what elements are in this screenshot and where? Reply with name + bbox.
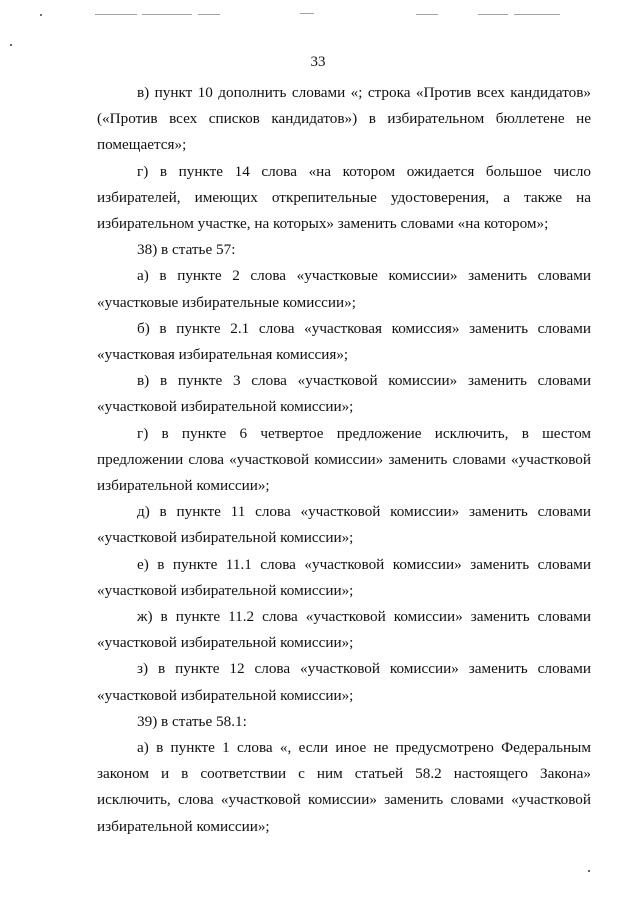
- text-line: з) в пункте 12 слова «участковой комиссии» заменить словами: [137, 660, 591, 678]
- text-line: «участковая избирательная комиссия»;: [97, 346, 349, 364]
- text-line: избирателей, имеющих открепительные удостоверения, а также на: [97, 188, 591, 206]
- text-line: «участковой избирательной комиссии»;: [97, 686, 354, 704]
- text-line: законом и в соответствии с ним статьей 58.2 настоящего Закона»: [97, 765, 591, 783]
- text-line: «участковой избирательной комиссии»;: [97, 398, 354, 416]
- text-line: избирательной комиссии»;: [97, 477, 270, 495]
- paragraph: [97, 735, 591, 840]
- paragraph: [97, 159, 591, 238]
- page-number: 33: [310, 54, 326, 70]
- paragraph: [97, 80, 591, 159]
- text-line: г) в пункте 14 слова «на котором ожидается большое число: [137, 162, 591, 180]
- text-line: «участковой избирательной комиссии»;: [97, 634, 354, 652]
- scan-speck: [10, 44, 12, 46]
- text-line: («Против всех списков кандидатов») в избирательном бюллетене не: [97, 110, 591, 128]
- paragraph: [97, 421, 591, 500]
- paragraph: [97, 237, 591, 263]
- text-line: избирательном участке, на которых» заменить словами «на котором»;: [97, 215, 549, 233]
- text-line: предложении слова «участковой комиссии» заменить словами «участковой: [97, 450, 591, 468]
- text-line: 39) в статье 58.1:: [137, 712, 247, 730]
- paragraph: [97, 263, 591, 315]
- text-line: исключить, слова «участковой комиссии» заменить словами «участковой: [97, 791, 591, 809]
- text-line: в) пункт 10 дополнить словами «; строка «Против всех кандидатов»: [137, 84, 591, 101]
- text-line: а) в пункте 2 слова «участковые комиссии» заменить словами: [137, 267, 591, 285]
- paragraph: [97, 368, 591, 420]
- text-line: в) в пункте 3 слова «участковой комиссии» заменить словами: [137, 372, 591, 390]
- paragraph: [97, 552, 591, 604]
- text-line: «участковые избирательные комиссии»;: [97, 293, 356, 311]
- text-line: г) в пункте 6 четвертое предложение исключить, в шестом: [137, 424, 591, 442]
- text-line: е) в пункте 11.1 слова «участковой комиссии» заменить словами: [137, 555, 591, 573]
- text-line: «участковой избирательной комиссии»;: [97, 581, 354, 599]
- text-line: избирательной комиссии»;: [97, 817, 270, 835]
- text-line: д) в пункте 11 слова «участковой комиссии» заменить словами: [137, 503, 591, 521]
- text-line: а) в пункте 1 слова «, если иное не предусмотрено Федеральным: [137, 739, 591, 757]
- text-line: 38) в статье 57:: [137, 241, 236, 259]
- paragraph: [97, 656, 591, 708]
- scan-edge-artifacts: [0, 0, 636, 22]
- text-line: помещается»;: [97, 136, 187, 154]
- paragraph: [97, 316, 591, 368]
- paragraph: [97, 604, 591, 656]
- scan-speck: [588, 870, 590, 872]
- text-line: ж) в пункте 11.2 слова «участковой комиссии» заменить словами: [137, 608, 591, 626]
- document-body: [97, 80, 591, 840]
- text-line: «участковой избирательной комиссии»;: [97, 529, 354, 547]
- paragraph: [97, 499, 591, 551]
- paragraph: [97, 709, 591, 735]
- text-line: б) в пункте 2.1 слова «участковая комиссия» заменить словами: [137, 319, 591, 337]
